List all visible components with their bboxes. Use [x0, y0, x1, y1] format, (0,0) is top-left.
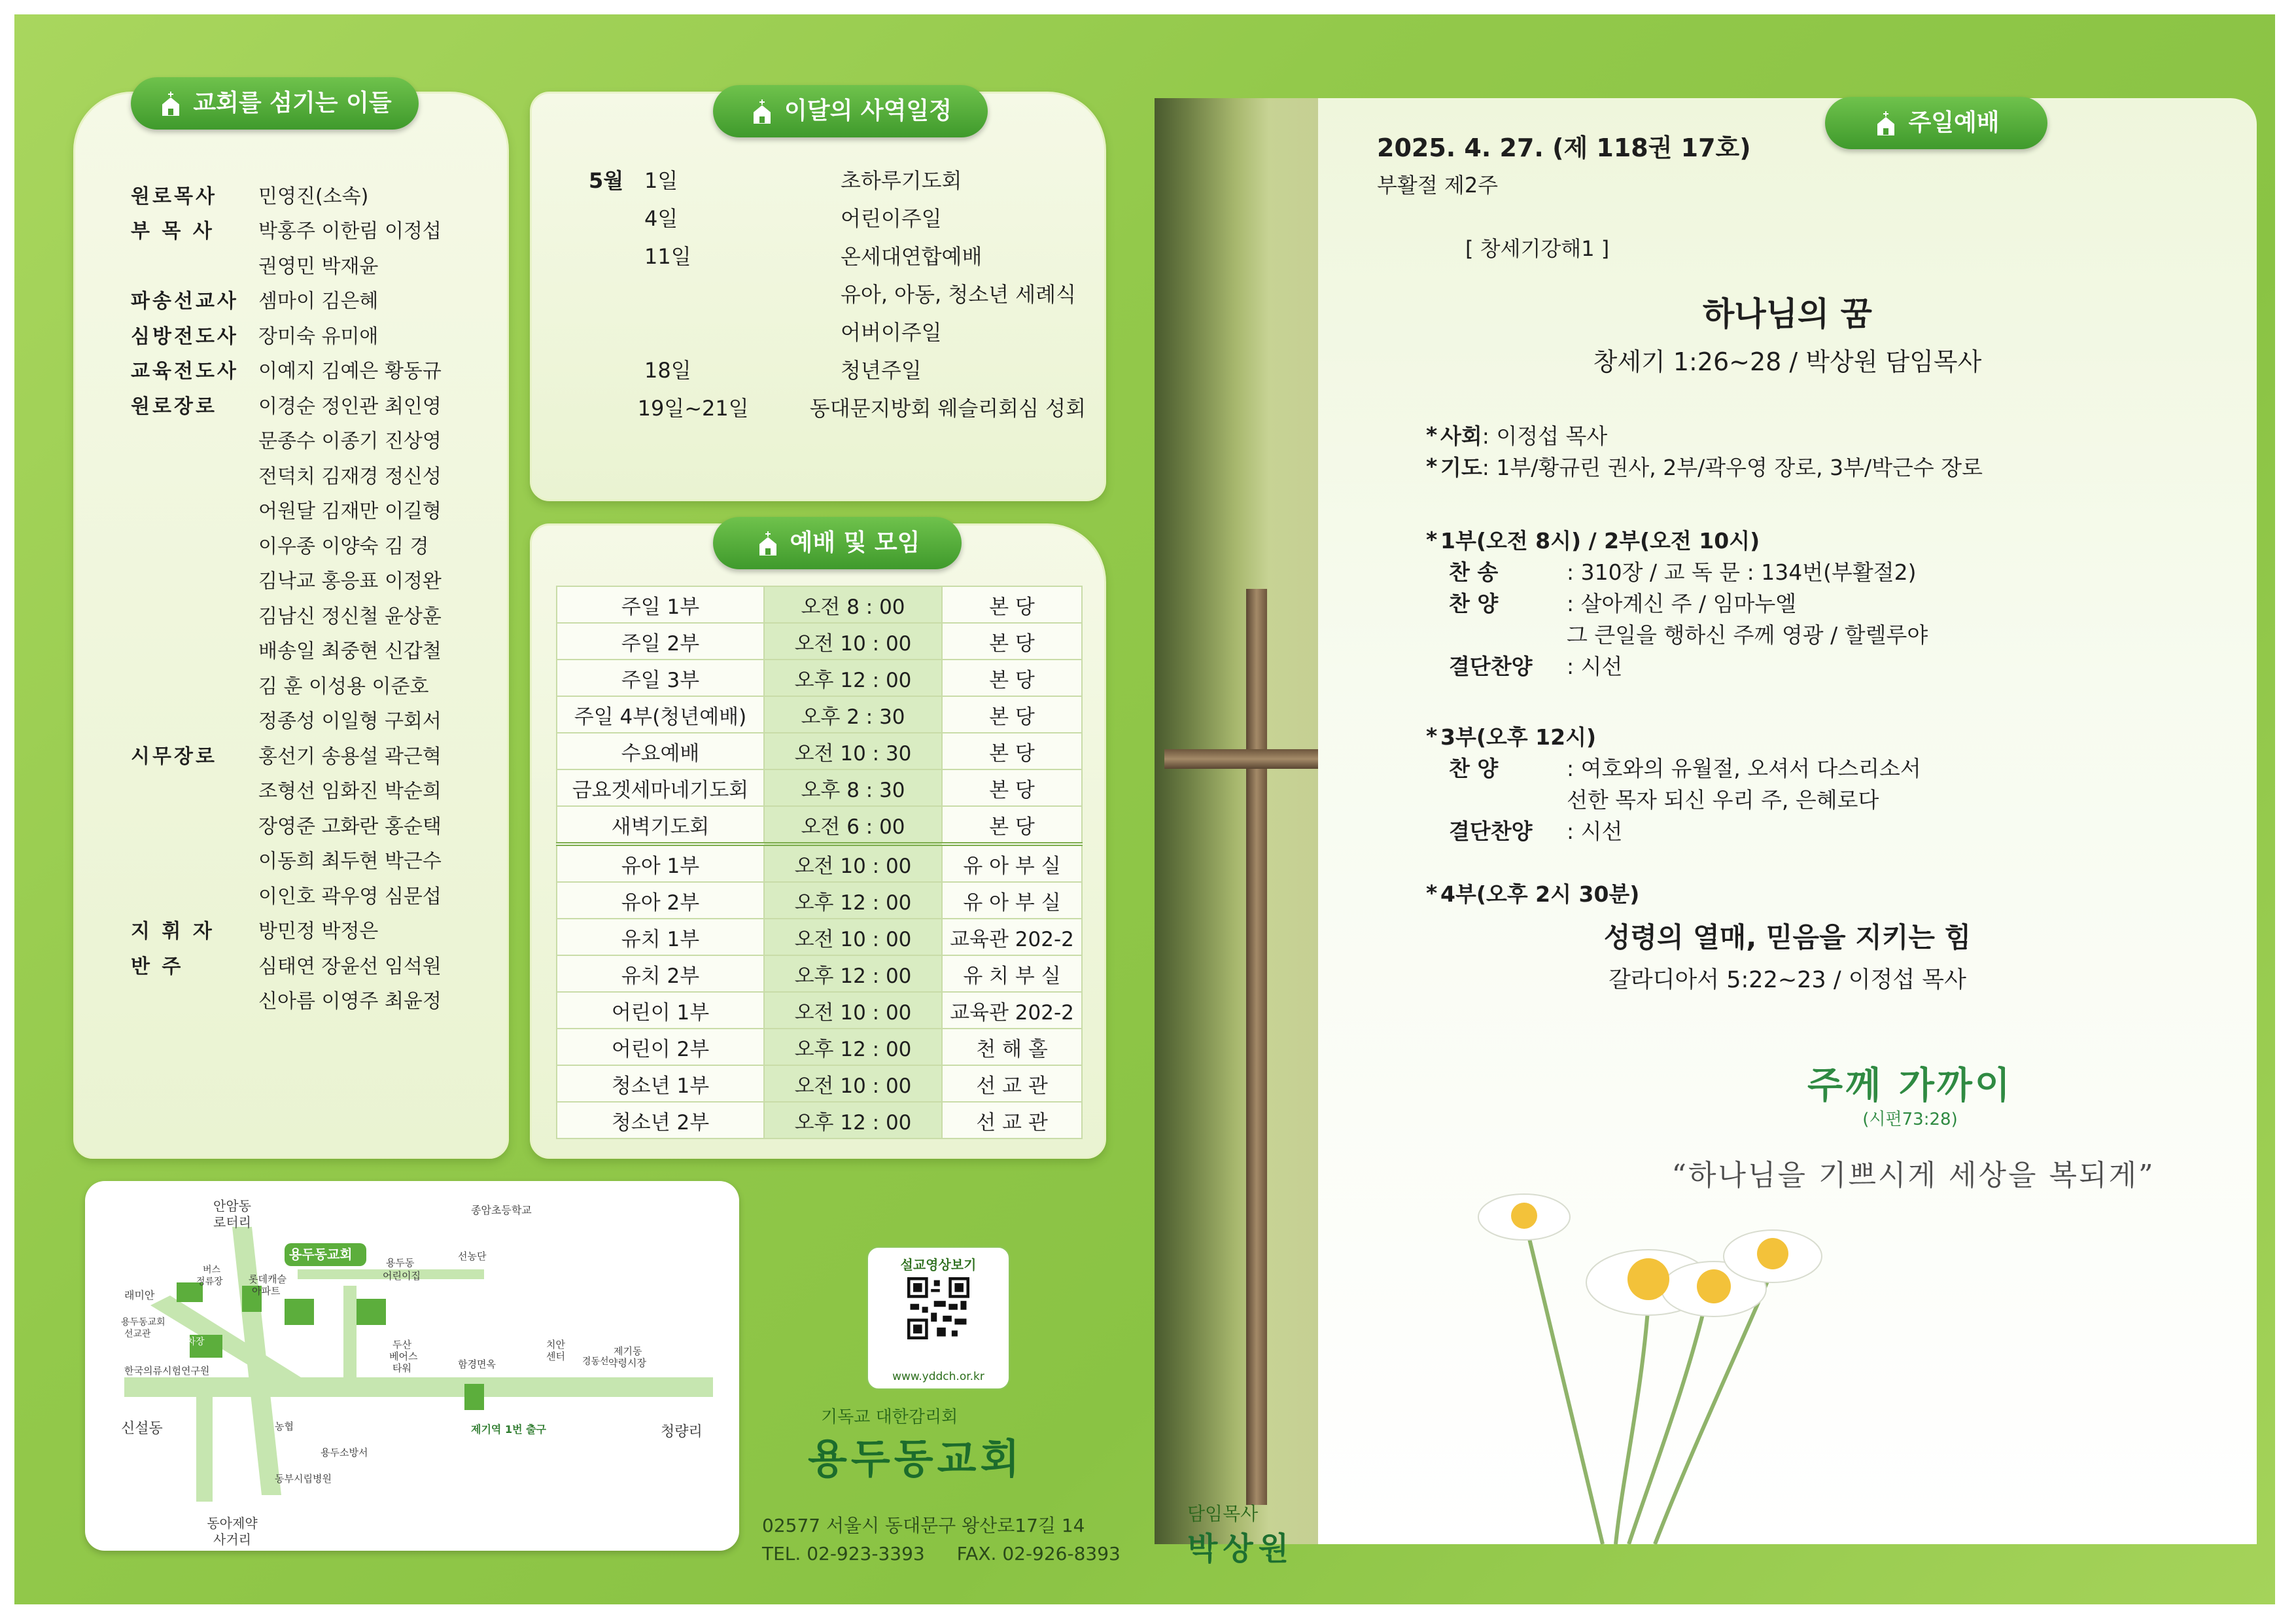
- staff-names: 이동희 최두현 박근수: [258, 850, 442, 874]
- staff-row: [131, 422, 497, 457]
- schedule-row: [589, 388, 1086, 426]
- services-table: [556, 586, 1083, 1139]
- sermon-title: 하나님의 꿈: [1703, 295, 1872, 333]
- service-leaders: * 사회 : 이정섭 목사 * 기도 : 1부/황규린 권사, 2부/곽우영 장로, 3부/박근수 장로: [1426, 419, 1983, 482]
- service-place: 천 해 홀: [942, 1029, 1082, 1065]
- services-tab: [713, 517, 962, 569]
- schedule-day: 19일~21일: [637, 396, 749, 421]
- staff-row: [131, 492, 497, 527]
- service-name: 수요예배: [557, 733, 764, 769]
- church-address: 02577 서울시 동대문구 왕산로17길 14: [762, 1515, 1085, 1536]
- map-label-jegi2: 약령시장: [608, 1357, 646, 1369]
- church-fax: FAX. 02-926-8393: [956, 1543, 1121, 1564]
- service-name: 주일 2부: [557, 623, 764, 660]
- qr-title: 설교영상보기: [900, 1257, 977, 1273]
- church-contact: [762, 1543, 1147, 1564]
- map-label-lotte2: 아파트: [252, 1285, 281, 1297]
- s4-sermon-reference: 갈라디아서 5:22~23 / 이정섭 목사: [1609, 967, 1966, 993]
- map-label-dusan3: 타워: [392, 1362, 411, 1374]
- service-row: [557, 623, 1082, 660]
- sunday-tab: [1825, 97, 2047, 149]
- service-place: 선 교 관: [942, 1102, 1082, 1139]
- schedule-event: 어버이주일: [841, 320, 942, 345]
- staff-row: [131, 212, 497, 247]
- service-place: 본 당: [942, 769, 1082, 806]
- map-label-parking: 주차장: [178, 1337, 205, 1347]
- staff-role: 파송선교사: [131, 290, 239, 313]
- service-row: [557, 919, 1082, 955]
- service-time: 오전 10 : 00: [764, 919, 942, 955]
- map-label-kinder2: 어린이집: [383, 1270, 421, 1282]
- staff-names: 민영진(소속): [258, 185, 369, 208]
- staff-row: [131, 667, 497, 702]
- service-name: 유아 2부: [557, 882, 764, 919]
- pastor-name: 박상원: [1187, 1530, 1295, 1567]
- sermon-video-qr[interactable]: [867, 1246, 1010, 1390]
- service-name: 새벽기도회: [557, 806, 764, 844]
- service-name: 유아 1부: [557, 844, 764, 882]
- service-row: [557, 844, 1082, 882]
- staff-names: 문종수 이종기 진상영: [258, 430, 442, 453]
- staff-list: [131, 177, 497, 1017]
- map-label-hamgyeong: 함경면옥: [458, 1358, 496, 1370]
- service-name: 주일 1부: [557, 586, 764, 623]
- staff-row: [131, 282, 497, 317]
- map-label-church: 용두동교회: [289, 1246, 353, 1262]
- map-label-seonnongdan: 선농단: [458, 1250, 487, 1262]
- church-icon: [749, 98, 775, 124]
- service-place: 유 아 부 실: [942, 844, 1082, 882]
- service-place: 교육관 202-2: [942, 992, 1082, 1029]
- staff-row: [131, 352, 497, 387]
- schedule-event: 어린이주일: [841, 206, 942, 231]
- service-time: 오전 10 : 00: [764, 844, 942, 882]
- service-place: 교육관 202-2: [942, 919, 1082, 955]
- schedule-list: [589, 160, 1086, 426]
- church-season: 부활절 제2주: [1377, 173, 1499, 198]
- staff-role: 반 주: [131, 955, 184, 978]
- service-row: [557, 769, 1082, 806]
- schedule-row: [589, 312, 1086, 350]
- service-place: 본 당: [942, 623, 1082, 660]
- staff-row: [131, 912, 497, 947]
- service-time: 오후 8 : 30: [764, 769, 942, 806]
- service-place: 본 당: [942, 660, 1082, 696]
- service-name: 주일 4부(청년예배): [557, 696, 764, 733]
- service-row: [557, 1102, 1082, 1139]
- staff-names: 이경순 정인관 최인영: [258, 395, 442, 418]
- map-label-dental1: 치안: [546, 1339, 565, 1350]
- map-label-station: 제기역 1번 출구: [471, 1423, 547, 1436]
- staff-names: 권영민 박재윤: [258, 255, 379, 278]
- hymn-label: 찬 송: [1449, 559, 1499, 585]
- staff-row: [131, 737, 497, 772]
- services-tab-label: 예배 및 모임: [790, 529, 920, 556]
- sermon-reference: 창세기 1:26~28 / 박상원 담임목사: [1593, 347, 1982, 376]
- schedule-day: 11일: [644, 244, 691, 269]
- service-time: 오후 2 : 30: [764, 696, 942, 733]
- staff-names: 정종성 이일형 구회서: [258, 710, 442, 733]
- staff-names: 이인호 곽우영 심문섭: [258, 885, 442, 908]
- service-time: 오후 12 : 00: [764, 660, 942, 696]
- staff-names: 장영준 고화란 홍순택: [258, 815, 442, 838]
- bulletin-date: 2025. 4. 27. (제 118권 17호): [1377, 133, 1751, 162]
- service-name: 금요겟세마네기도회: [557, 769, 764, 806]
- map-label-lotte1: 롯데캐슬: [249, 1273, 287, 1285]
- staff-names: 방민정 박정은: [258, 920, 379, 944]
- staff-role: 지 휘 자: [131, 920, 215, 944]
- service-row: [557, 696, 1082, 733]
- service-place: 본 당: [942, 733, 1082, 769]
- church-motto: 주께 가까이: [1807, 1065, 2013, 1107]
- s12-label: 1부(오전 8시) / 2부(오전 10시): [1440, 527, 1760, 554]
- staff-row: [131, 527, 497, 562]
- staff-row: [131, 247, 497, 282]
- schedule-event: 동대문지방회 웨슬리회심 성회: [809, 396, 1086, 421]
- service-name: 청소년 1부: [557, 1065, 764, 1102]
- service-place: 선 교 관: [942, 1065, 1082, 1102]
- map-label-mission1: 용두동교회: [121, 1317, 165, 1328]
- staff-names: 박홍주 이한림 이정섭: [258, 220, 442, 243]
- s3-label: 3부(오후 12시): [1440, 724, 1597, 750]
- staff-names: 홍선기 송용설 곽근혁: [258, 745, 442, 768]
- staff-tab: [131, 77, 419, 130]
- staff-role: 교육전도사: [131, 360, 239, 383]
- map-label-school: 종암초등학교: [471, 1204, 532, 1216]
- prayer-value: : 1부/황규린 권사, 2부/곽우영 장로, 3부/박근수 장로: [1482, 454, 1983, 480]
- s3-anthem-label: 찬 양: [1449, 755, 1499, 781]
- cross-photo: [1155, 98, 1318, 1544]
- schedule-day: 4일: [644, 206, 678, 231]
- daisy-flowers-icon: [1459, 1165, 1884, 1544]
- service-name: 유치 1부: [557, 919, 764, 955]
- staff-role: 원로장로: [131, 395, 217, 418]
- map-label-lemian: 래미안: [124, 1289, 155, 1301]
- map-label-jegi1: 제기동: [614, 1345, 642, 1357]
- staff-row: [131, 947, 497, 982]
- service-time: 오전 10 : 00: [764, 1065, 942, 1102]
- staff-row: [131, 562, 497, 597]
- schedule-row: [589, 198, 1086, 236]
- service-time: 오후 12 : 00: [764, 1029, 942, 1065]
- decision-label: 결단찬양: [1449, 653, 1533, 679]
- staff-names: 셈마이 김은혜: [258, 290, 379, 313]
- map-label-rotary: 로터리: [213, 1214, 251, 1230]
- church-name: 용두동교회: [808, 1435, 1024, 1483]
- service-row: [557, 1029, 1082, 1065]
- location-map: [85, 1181, 739, 1551]
- staff-row: [131, 842, 497, 877]
- staff-names: 배송일 최중현 신갑철: [258, 640, 442, 663]
- staff-row: [131, 597, 497, 632]
- anthem-value-2: 그 큰일을 행하신 주께 영광 / 할렐루야: [1567, 622, 1928, 648]
- service-name: 청소년 2부: [557, 1102, 764, 1139]
- service-place: 유 치 부 실: [942, 955, 1082, 992]
- staff-names: 전덕치 김재경 정신성: [258, 465, 442, 488]
- map-label-bus1: 버스: [203, 1265, 221, 1275]
- map-label-dental2: 센터: [546, 1350, 565, 1362]
- motto-reference: (시편73:28): [1862, 1110, 1958, 1129]
- service-row: [557, 586, 1082, 623]
- staff-role: 시무장로: [131, 745, 217, 768]
- service-place: 본 당: [942, 586, 1082, 623]
- anthem-label: 찬 양: [1449, 590, 1499, 616]
- schedule-event: 유아, 아동, 청소년 세례식: [841, 282, 1076, 307]
- s3-anthem-value: : 여호와의 유월절, 오셔서 다스리소서: [1567, 755, 1921, 781]
- staff-role: 부 목 사: [131, 220, 215, 243]
- staff-names: 김 훈 이성용 이준호: [258, 675, 429, 698]
- staff-names: 장미숙 유미애: [258, 325, 379, 348]
- service-time: 오후 12 : 00: [764, 1102, 942, 1139]
- qr-code-icon: [907, 1277, 969, 1339]
- service-time: 오전 10 : 00: [764, 992, 942, 1029]
- service-3: * 3부(오후 12시) 찬 양 : 여호와의 유월절, 오셔서 다스리소서 선한 목자 되신 우리 주, 은혜로다 결단찬양 : 시선: [1426, 720, 1921, 845]
- staff-row: [131, 387, 497, 422]
- schedule-day: 1일: [644, 168, 678, 193]
- schedule-event: 청년주일: [841, 358, 922, 383]
- schedule-tab: [713, 85, 988, 137]
- map-label-hospital: 동부시립병원: [275, 1473, 332, 1485]
- staff-row: [131, 807, 497, 842]
- service-name: 유치 2부: [557, 955, 764, 992]
- service-time: 오전 10 : 30: [764, 733, 942, 769]
- service-place: 본 당: [942, 696, 1082, 733]
- map-label-sinseol: 신설동: [121, 1421, 163, 1437]
- prayer-label: 기도: [1440, 454, 1482, 480]
- service-row: [557, 992, 1082, 1029]
- staff-names: 심태연 장윤선 임석원: [258, 955, 442, 978]
- s3-anthem-value-2: 선한 목자 되신 우리 주, 은혜로다: [1567, 786, 1879, 813]
- schedule-day: 18일: [644, 358, 691, 383]
- church-icon: [158, 90, 184, 116]
- map-drawing: [85, 1181, 739, 1551]
- map-label-dusan1: 두산: [392, 1339, 411, 1350]
- map-label-dongah2: 사거리: [213, 1532, 251, 1547]
- service-time: 오전 8 : 00: [764, 586, 942, 623]
- map-label-kist: 한국의류시험연구원: [124, 1365, 210, 1377]
- staff-names: 이우종 이양숙 김 경: [258, 535, 429, 558]
- staff-tab-label: 교회를 섬기는 이들: [193, 90, 392, 116]
- map-label-line: 경동선: [582, 1356, 609, 1367]
- staff-names: 김남신 정신철 윤상훈: [258, 605, 442, 628]
- service-row: [557, 660, 1082, 696]
- decision-value: : 시선: [1567, 653, 1623, 679]
- hymn-value: : 310장 / 교 독 문 : 134번(부활절2): [1567, 559, 1917, 585]
- staff-row: [131, 632, 497, 667]
- service-name: 어린이 1부: [557, 992, 764, 1029]
- map-label-dusan2: 베어스: [389, 1350, 418, 1362]
- s4-sermon-title: 성령의 열매, 믿음을 지키는 힘: [1603, 921, 1972, 953]
- map-label-kinder1: 용두동: [386, 1257, 415, 1269]
- service-row: [557, 806, 1082, 844]
- staff-names: 김낙교 홍응표 이정완: [258, 570, 442, 593]
- service-4: * 4부(오후 2시 30분): [1426, 877, 1639, 908]
- church-vision: “하나님을 기쁘시게 세상을 복되게”: [1671, 1159, 2155, 1192]
- schedule-row: [589, 350, 1086, 388]
- schedule-tab-label: 이달의 사역일정: [784, 97, 952, 124]
- service-time: 오전 6 : 00: [764, 806, 942, 844]
- s3-decision-value: : 시선: [1567, 818, 1623, 844]
- staff-row: [131, 457, 497, 492]
- staff-row: [131, 877, 497, 912]
- schedule-event: 온세대연합예배: [841, 244, 983, 269]
- pastor-label: 담임목사: [1187, 1503, 1259, 1525]
- map-label-dongah1: 동아제약: [207, 1515, 258, 1531]
- staff-names: 어원달 김재만 이길형: [258, 500, 442, 523]
- sunday-tab-label: 주일예배: [1908, 109, 2000, 136]
- cross-icon: [1246, 589, 1267, 1505]
- map-label-stop1: 정류장: [196, 1277, 223, 1287]
- leader-value: : 이정섭 목사: [1482, 423, 1608, 449]
- church-icon: [1873, 110, 1899, 136]
- service-row: [557, 955, 1082, 992]
- service-row: [557, 1065, 1082, 1102]
- anthem-value: : 살아계신 주 / 임마누엘: [1567, 590, 1797, 616]
- sermon-series: [ 창세기강해1 ]: [1465, 236, 1610, 261]
- schedule-month: 5월: [589, 168, 624, 193]
- map-label-nonghyup: 농협: [275, 1421, 294, 1432]
- cross-bar: [1164, 749, 1321, 769]
- staff-role: 심방전도사: [131, 325, 239, 348]
- service-time: 오전 10 : 00: [764, 623, 942, 660]
- staff-row: [131, 982, 497, 1017]
- schedule-row: [589, 236, 1086, 274]
- staff-names: 조형선 임화진 박순희: [258, 780, 442, 803]
- staff-names: 이예지 김예은 황동규: [258, 360, 442, 383]
- service-time: 오후 12 : 00: [764, 882, 942, 919]
- staff-row: [131, 702, 497, 737]
- service-row: [557, 733, 1082, 769]
- schedule-row: [589, 160, 1086, 198]
- staff-names: 신아름 이영주 최윤정: [258, 990, 442, 1014]
- denomination: 기독교 대한감리회: [821, 1407, 958, 1427]
- leader-label: 사회: [1440, 423, 1482, 449]
- service-place: 본 당: [942, 806, 1082, 844]
- map-label-mission2: 선교관: [124, 1329, 151, 1339]
- staff-row: [131, 772, 497, 807]
- staff-row: [131, 177, 497, 212]
- service-1-2: * 1부(오전 8시) / 2부(오전 10시) 찬 송 : 310장 / 교 독 문 : 134번(부활절2) 찬 양 : 살아계신 주 / 임마누엘 그 큰일을 행하신 주께 영광 / 할렐루야 결단찬양 : 시선: [1426, 523, 1928, 680]
- staff-row: [131, 317, 497, 352]
- staff-role: 원로목사: [131, 185, 217, 208]
- schedule-event: 초하루기도회: [841, 168, 962, 193]
- map-label-cheongnyang: 청량리: [661, 1424, 703, 1440]
- service-name: 주일 3부: [557, 660, 764, 696]
- s4-label: 4부(오후 2시 30분): [1440, 881, 1640, 907]
- service-name: 어린이 2부: [557, 1029, 764, 1065]
- service-place: 유 아 부 실: [942, 882, 1082, 919]
- schedule-row: [589, 274, 1086, 312]
- service-time: 오후 12 : 00: [764, 955, 942, 992]
- qr-url[interactable]: www.yddch.or.kr: [892, 1370, 984, 1383]
- s3-decision-label: 결단찬양: [1449, 818, 1533, 844]
- church-tel: TEL. 02-923-3393: [762, 1543, 925, 1564]
- map-label-fire: 용두소방서: [321, 1447, 368, 1458]
- service-row: [557, 882, 1082, 919]
- map-label-anam: 안암동: [213, 1198, 251, 1214]
- church-icon: [755, 530, 781, 556]
